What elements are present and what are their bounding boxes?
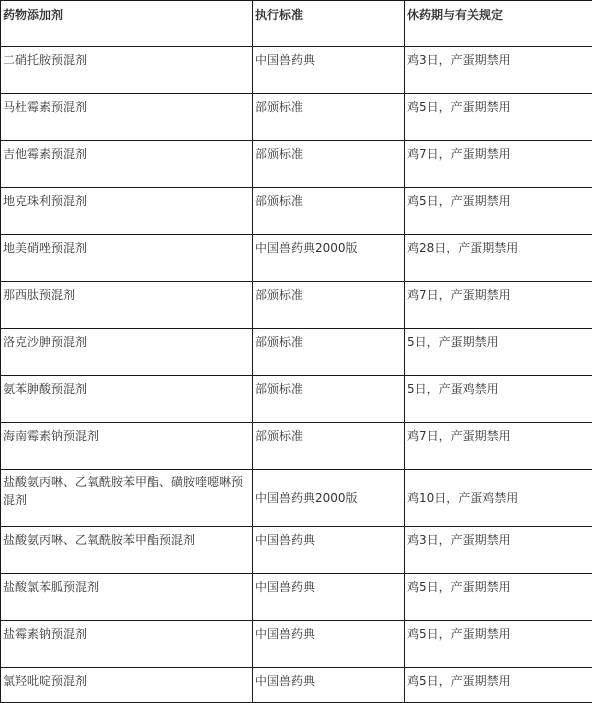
standard-cell: 中国兽药典 xyxy=(253,527,405,574)
withdrawal-cell: 鸡7日，产蛋期禁用 xyxy=(405,282,592,329)
header-row xyxy=(1,1,592,47)
withdrawal-cell: 鸡5日，产蛋期禁用 xyxy=(405,668,592,703)
withdrawal-cell: 鸡28日，产蛋期禁用 xyxy=(405,235,592,282)
standard-cell: 中国兽药典 xyxy=(253,668,405,703)
withdrawal-cell: 鸡3日，产蛋期禁用 xyxy=(405,527,592,574)
standard-cell: 中国兽药典 xyxy=(253,621,405,668)
withdrawal-cell: 鸡5日，产蛋期禁用 xyxy=(405,188,592,235)
standard-cell: 中国兽药典2000版 xyxy=(253,235,405,282)
drug-name-cell: 盐霉素钠预混剂 xyxy=(1,621,253,668)
standard-cell: 中国兽药典2000版 xyxy=(253,470,405,527)
drug-name-cell: 地美硝唑预混剂 xyxy=(1,235,253,282)
withdrawal-cell: 鸡7日，产蛋期禁用 xyxy=(405,141,592,188)
drug-name-cell: 盐酸氯苯胍预混剂 xyxy=(1,574,253,621)
withdrawal-cell: 鸡5日，产蛋期禁用 xyxy=(405,621,592,668)
drug-name-cell: 那西肽预混剂 xyxy=(1,282,253,329)
drug-name-cell: 地克珠利预混剂 xyxy=(1,188,253,235)
standard-cell: 部颁标准 xyxy=(253,329,405,376)
table-row xyxy=(1,574,592,621)
table-row xyxy=(1,188,592,235)
withdrawal-cell: 鸡10日，产蛋鸡禁用 xyxy=(405,470,592,527)
table-row xyxy=(1,621,592,668)
withdrawal-cell: 鸡5日，产蛋期禁用 xyxy=(405,94,592,141)
table-row xyxy=(1,527,592,574)
standard-cell: 部颁标准 xyxy=(253,423,405,470)
table-row xyxy=(1,329,592,376)
standard-cell: 部颁标准 xyxy=(253,188,405,235)
header-withdrawal-period: 休药期与有关规定 xyxy=(405,1,592,47)
withdrawal-cell: 鸡7日，产蛋期禁用 xyxy=(405,423,592,470)
drug-name-cell: 海南霉素钠预混剂 xyxy=(1,423,253,470)
table-row xyxy=(1,423,592,470)
header-drug-additive: 药物添加剂 xyxy=(1,1,253,47)
standard-cell: 部颁标准 xyxy=(253,376,405,423)
standard-cell: 部颁标准 xyxy=(253,282,405,329)
withdrawal-cell: 5日，产蛋期禁用 xyxy=(405,329,592,376)
table-row xyxy=(1,94,592,141)
standard-cell: 部颁标准 xyxy=(253,141,405,188)
drug-name-cell: 马杜霉素预混剂 xyxy=(1,94,253,141)
standard-cell: 中国兽药典 xyxy=(253,47,405,94)
drug-name-cell: 洛克沙胂预混剂 xyxy=(1,329,253,376)
drug-name-cell: 氯羟吡啶预混剂 xyxy=(1,668,253,703)
drug-name-cell: 氨苯胂酸预混剂 xyxy=(1,376,253,423)
table-row xyxy=(1,235,592,282)
header-standard: 执行标准 xyxy=(253,1,405,47)
standard-cell: 部颁标准 xyxy=(253,94,405,141)
table-row xyxy=(1,470,592,527)
table-row xyxy=(1,47,592,94)
drug-name-cell: 盐酸氨丙啉、乙氧酰胺苯甲酯、磺胺喹噁啉预混剂 xyxy=(1,470,253,527)
drug-name-cell: 盐酸氨丙啉、乙氧酰胺苯甲酯预混剂 xyxy=(1,527,253,574)
withdrawal-cell: 5日，产蛋鸡禁用 xyxy=(405,376,592,423)
drug-name-cell: 二硝托胺预混剂 xyxy=(1,47,253,94)
standard-cell: 中国兽药典 xyxy=(253,574,405,621)
table-row xyxy=(1,141,592,188)
withdrawal-cell: 鸡3日，产蛋期禁用 xyxy=(405,47,592,94)
table-row xyxy=(1,668,592,703)
table-row xyxy=(1,376,592,423)
table-row xyxy=(1,282,592,329)
drug-name-cell: 吉他霉素预混剂 xyxy=(1,141,253,188)
withdrawal-cell: 鸡5日，产蛋期禁用 xyxy=(405,574,592,621)
